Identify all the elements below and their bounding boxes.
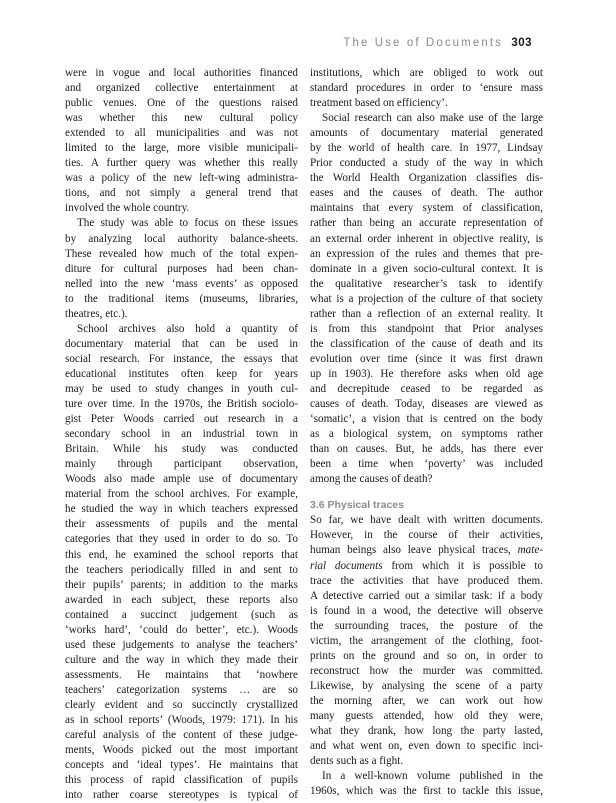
text-line bbox=[310, 141, 543, 156]
text-line-content: the morning after, we can work out how bbox=[310, 694, 543, 707]
text-line-content: is from this standpoint that Prior analyses bbox=[310, 322, 543, 335]
text-line-content: A detective carried out a similar task: if a body bbox=[310, 589, 543, 602]
text-line bbox=[310, 307, 543, 322]
text-line-content: ‘works hard’, ‘could do better’, etc.). Woods bbox=[65, 623, 298, 636]
text-line-content: their assessments of pupils and the mental bbox=[65, 518, 298, 531]
text-line-content: and organized collective entertainment at bbox=[65, 82, 298, 95]
text-line-content: diture for cultural purposes had been chan- bbox=[65, 262, 298, 275]
text-line bbox=[310, 784, 543, 799]
text-line bbox=[65, 247, 298, 262]
text-line bbox=[310, 754, 543, 769]
text-line bbox=[310, 111, 543, 126]
text-line-content: treatment based on efficiency’. bbox=[310, 97, 448, 110]
text-line-content: the teachers periodically filled in and sent to bbox=[65, 563, 298, 576]
text-line bbox=[65, 277, 298, 292]
text-line-content: careful analysis of the content of these judge- bbox=[65, 729, 298, 742]
text-line bbox=[310, 619, 543, 634]
text-line-content: material from the school archives. For example, bbox=[65, 488, 298, 501]
text-line bbox=[65, 638, 298, 653]
text-line-content: contained a succinct judgement (such as bbox=[65, 608, 298, 621]
text-line-content: documentary material that can be used in bbox=[65, 337, 298, 350]
text-line-content: standard procedures in order to ‘ensure mass bbox=[310, 82, 543, 95]
text-line-content: rather than a reflection of an external reality. It bbox=[310, 307, 543, 320]
text-line bbox=[65, 156, 298, 171]
text-line bbox=[310, 412, 543, 427]
text-line bbox=[310, 589, 543, 604]
text-line bbox=[65, 367, 298, 382]
text-line-content: eases and the causes of death. The author bbox=[310, 187, 543, 200]
text-line-content: In a well-known volume published in the bbox=[322, 770, 543, 783]
text-line bbox=[310, 739, 543, 754]
text-line-content: he studied the way in which teachers expressed bbox=[65, 503, 298, 516]
text-line-content: dominate in a given socio-cultural context. It is bbox=[310, 262, 543, 275]
text-line bbox=[310, 126, 543, 141]
text-line-content: ments, Woods picked out the most important bbox=[65, 744, 298, 757]
text-line bbox=[65, 578, 298, 593]
text-line-content: from which it is possible to bbox=[382, 559, 543, 572]
text-line-content: mainly through participant observation, bbox=[65, 458, 298, 471]
text-line-content: the World Health Organization classifies dis- bbox=[310, 172, 543, 185]
text-line-content: were in vogue and local authorities financed bbox=[65, 67, 298, 79]
text-line-content: awarded in each subject, these reports also bbox=[65, 593, 298, 606]
text-line-content: victim, the arrangement of the clothing, foot- bbox=[310, 634, 543, 647]
text-line-content: However, in the course of their activities, bbox=[310, 529, 543, 542]
text-line-content: the classification of the cause of death and its bbox=[310, 337, 543, 350]
text-line bbox=[65, 788, 298, 803]
text-line-content: ture over time. In the 1970s, the British sociolo- bbox=[65, 398, 298, 411]
text-line-content: trace the activities that have produced them. bbox=[310, 574, 543, 587]
right-column bbox=[310, 66, 543, 799]
text-line bbox=[310, 337, 543, 352]
text-line-content: assessments. He maintains that ‘nowhere bbox=[65, 668, 298, 681]
text-line-content: is found in a wood, the detective will observe bbox=[310, 604, 543, 617]
text-line bbox=[65, 96, 298, 111]
text-line bbox=[310, 382, 543, 397]
text-line-content: an external order inherent in objective reality, is bbox=[310, 232, 543, 245]
text-line-content: gist Peter Woods carried out research in a bbox=[65, 413, 298, 426]
text-line bbox=[65, 337, 298, 352]
text-line-content: what is a projection of the culture of that society bbox=[310, 292, 543, 305]
text-line bbox=[310, 322, 543, 337]
text-line bbox=[65, 201, 298, 216]
text-line bbox=[310, 96, 543, 111]
text-line bbox=[310, 769, 543, 784]
running-header bbox=[0, 37, 616, 57]
text-line-content: amounts of documentary material generated bbox=[310, 127, 543, 140]
text-line bbox=[310, 724, 543, 739]
text-line-content: into rather coarse stereotypes is typical of bbox=[65, 789, 298, 802]
text-line-content: Woods also made ample use of documentary bbox=[65, 473, 298, 486]
text-line bbox=[65, 307, 298, 322]
text-line bbox=[65, 442, 298, 457]
text-line-content: this process of rapid classification of pupils bbox=[65, 774, 298, 787]
text-line bbox=[310, 292, 543, 307]
text-line bbox=[310, 216, 543, 231]
text-line bbox=[310, 694, 543, 709]
text-line-content: was whether this new cultural policy bbox=[65, 112, 298, 125]
text-line bbox=[65, 593, 298, 608]
text-line-content: The study was able to focus on these issues bbox=[77, 217, 298, 230]
text-line-content: concepts and ‘ideal types’. He maintains that bbox=[65, 759, 298, 772]
text-line bbox=[310, 367, 543, 382]
text-line-content: what they drank, how long the party lasted, bbox=[310, 725, 543, 738]
text-line bbox=[310, 427, 543, 442]
text-line bbox=[310, 232, 543, 247]
text-line bbox=[65, 216, 298, 231]
text-line bbox=[310, 81, 543, 96]
text-line bbox=[310, 397, 543, 412]
text-line-content: clearly evident and so succinctly crystallized bbox=[65, 698, 298, 711]
text-line bbox=[65, 502, 298, 517]
text-line-content: These revealed how much of the total expen- bbox=[65, 247, 298, 260]
text-line-content: Britain. While his study was conducted bbox=[65, 443, 298, 456]
text-line-content: prints on the ground and so on, in order to bbox=[310, 649, 543, 662]
text-line bbox=[65, 532, 298, 547]
text-line-content: the qualitative researcher’s task to identify bbox=[310, 277, 543, 290]
text-line-content: extended to all municipalities and was not bbox=[65, 127, 298, 140]
text-line-content: up in 1903). He therefore asks when old age bbox=[310, 367, 543, 380]
text-line bbox=[65, 653, 298, 668]
text-line bbox=[65, 608, 298, 623]
right-column-text-top bbox=[310, 66, 543, 487]
text-line-content: categories that they used in order to do so. To bbox=[65, 533, 298, 546]
text-line-content: Likewise, by analysing the scene of a party bbox=[310, 679, 543, 692]
text-line bbox=[310, 649, 543, 664]
text-line-content: was a policy of the new left-wing administra- bbox=[65, 172, 298, 185]
text-line-content: involved the whole country. bbox=[65, 202, 190, 215]
text-line-content: as in school reports’ (Woods, 1979: 171). In his bbox=[65, 714, 298, 727]
text-line-content: been a time when ‘poverty’ was included bbox=[310, 458, 543, 471]
text-line bbox=[310, 262, 543, 277]
text-line bbox=[310, 442, 543, 457]
text-line-content: and what went on, even down to specific inci- bbox=[310, 740, 543, 753]
text-line-content: public venues. One of the questions raised bbox=[65, 97, 298, 110]
right-column-text-bottom bbox=[310, 513, 543, 799]
left-column bbox=[65, 66, 298, 803]
text-line bbox=[65, 292, 298, 307]
text-line bbox=[310, 156, 543, 171]
text-line-content: by the world of health care. In 1977, Lindsay bbox=[310, 142, 543, 155]
text-line bbox=[65, 728, 298, 743]
text-line bbox=[310, 186, 543, 201]
text-line-content: evolution over time (since it was first drawn bbox=[310, 352, 543, 365]
text-line bbox=[310, 604, 543, 619]
text-line bbox=[65, 698, 298, 713]
text-line-content: by analyzing local authority balance-sheets. bbox=[65, 232, 298, 245]
text-line-content: secondary school in an industrial town in bbox=[65, 428, 298, 441]
text-line bbox=[310, 277, 543, 292]
text-line-content: to the traditional items (museums, libraries, bbox=[65, 292, 298, 305]
text-line bbox=[310, 66, 543, 81]
text-line bbox=[310, 171, 543, 186]
text-line bbox=[65, 262, 298, 277]
text-line bbox=[65, 623, 298, 638]
text-line-content: many guests attended, how old they were, bbox=[310, 709, 543, 722]
text-line-content: the surrounding traces, the posture of the bbox=[310, 619, 543, 632]
text-line-content: reconstruct how the murder was committed. bbox=[310, 664, 543, 677]
text-line-content: and decrepitude ceased to be regarded as bbox=[310, 382, 543, 395]
text-line bbox=[65, 397, 298, 412]
italic-term: mate- bbox=[517, 544, 543, 557]
section-heading: 3.6 Physical traces bbox=[310, 499, 404, 512]
text-line-content: as a biological system, on symptoms rather bbox=[310, 428, 543, 441]
text-line bbox=[65, 548, 298, 563]
running-title: The Use of Documents bbox=[343, 37, 503, 49]
text-line bbox=[65, 563, 298, 578]
text-line-content: their pupils’ parents; in addition to the marks bbox=[65, 578, 298, 591]
text-line bbox=[310, 201, 543, 216]
text-line bbox=[310, 472, 543, 487]
text-line bbox=[65, 457, 298, 472]
text-line bbox=[65, 683, 298, 698]
text-line-content: teachers’ categorization systems … are so bbox=[65, 683, 298, 696]
text-line bbox=[65, 773, 298, 788]
page-number: 303 bbox=[511, 37, 532, 49]
text-line-content: an expression of the rules and themes that pre- bbox=[310, 247, 543, 260]
text-line bbox=[310, 559, 543, 574]
text-line bbox=[65, 171, 298, 186]
text-line bbox=[310, 634, 543, 649]
text-line-content: rather than being an accurate representation of bbox=[310, 217, 543, 230]
text-line bbox=[65, 141, 298, 156]
text-line bbox=[65, 517, 298, 532]
text-line-content: tions, and not simply a general trend that bbox=[65, 187, 298, 200]
text-line bbox=[310, 528, 543, 543]
text-line-content: among the causes of death? bbox=[310, 473, 433, 486]
text-line bbox=[65, 81, 298, 96]
text-line-content: this end, he examined the school reports that bbox=[65, 548, 298, 561]
text-line-content: human beings also leave physical traces, bbox=[310, 544, 518, 557]
text-line bbox=[65, 126, 298, 141]
text-line bbox=[65, 186, 298, 201]
text-line-content: social research. For instance, the essays that bbox=[65, 352, 298, 365]
text-line bbox=[65, 66, 298, 81]
text-line bbox=[65, 668, 298, 683]
text-line-content: ties. A further query was whether this really bbox=[65, 157, 298, 170]
text-line bbox=[310, 709, 543, 724]
text-line bbox=[65, 111, 298, 126]
text-line-content: dents such as a fight. bbox=[310, 755, 404, 768]
text-line-content: ‘somatic’, a vision that is centred on the body bbox=[310, 413, 543, 426]
text-line-content: used these judgements to analyse the teachers’ bbox=[65, 638, 298, 651]
text-line-content: institutions, which are obliged to work out bbox=[310, 67, 543, 79]
text-line bbox=[65, 352, 298, 367]
text-line-content: 1960s, which was the first to tackle this issue, bbox=[310, 785, 543, 798]
text-line bbox=[310, 247, 543, 262]
text-line bbox=[310, 543, 543, 558]
text-line bbox=[65, 713, 298, 728]
text-line-content: theatres, etc.). bbox=[65, 307, 128, 320]
text-line bbox=[65, 232, 298, 247]
text-line-content: may be used to study changes in youth cul- bbox=[65, 382, 298, 395]
text-line bbox=[310, 664, 543, 679]
text-line-content: educational institutes often keep for years bbox=[65, 367, 298, 380]
text-line-content: Social research can also make use of the large bbox=[322, 112, 543, 125]
italic-term: rial documents bbox=[310, 559, 383, 572]
text-line bbox=[310, 679, 543, 694]
text-line-content: than on causes. But, he adds, has there ever bbox=[310, 443, 543, 456]
text-line-content: Prior conducted a study of the way in which bbox=[310, 157, 543, 170]
text-line bbox=[65, 487, 298, 502]
text-line bbox=[310, 457, 543, 472]
text-line-content: School archives also hold a quantity of bbox=[77, 322, 298, 335]
text-line bbox=[310, 513, 543, 528]
text-line bbox=[65, 382, 298, 397]
text-line bbox=[65, 758, 298, 773]
text-line bbox=[310, 574, 543, 589]
text-line bbox=[65, 412, 298, 427]
text-line-content: causes of death. Today, diseases are viewed as bbox=[310, 398, 543, 411]
text-line bbox=[65, 427, 298, 442]
text-line bbox=[65, 322, 298, 337]
text-line-content: culture and the way in which they made their bbox=[65, 653, 298, 666]
text-line-content: limited to the large, more visible municipali- bbox=[65, 142, 298, 155]
text-line-content: nelled into the new ‘mass events’ as opposed bbox=[65, 277, 298, 290]
text-line bbox=[65, 472, 298, 487]
text-line bbox=[65, 743, 298, 758]
text-line-content: So far, we have dealt with written documents. bbox=[310, 514, 543, 527]
text-line-content: maintains that every system of classification, bbox=[310, 202, 543, 215]
text-line bbox=[310, 352, 543, 367]
